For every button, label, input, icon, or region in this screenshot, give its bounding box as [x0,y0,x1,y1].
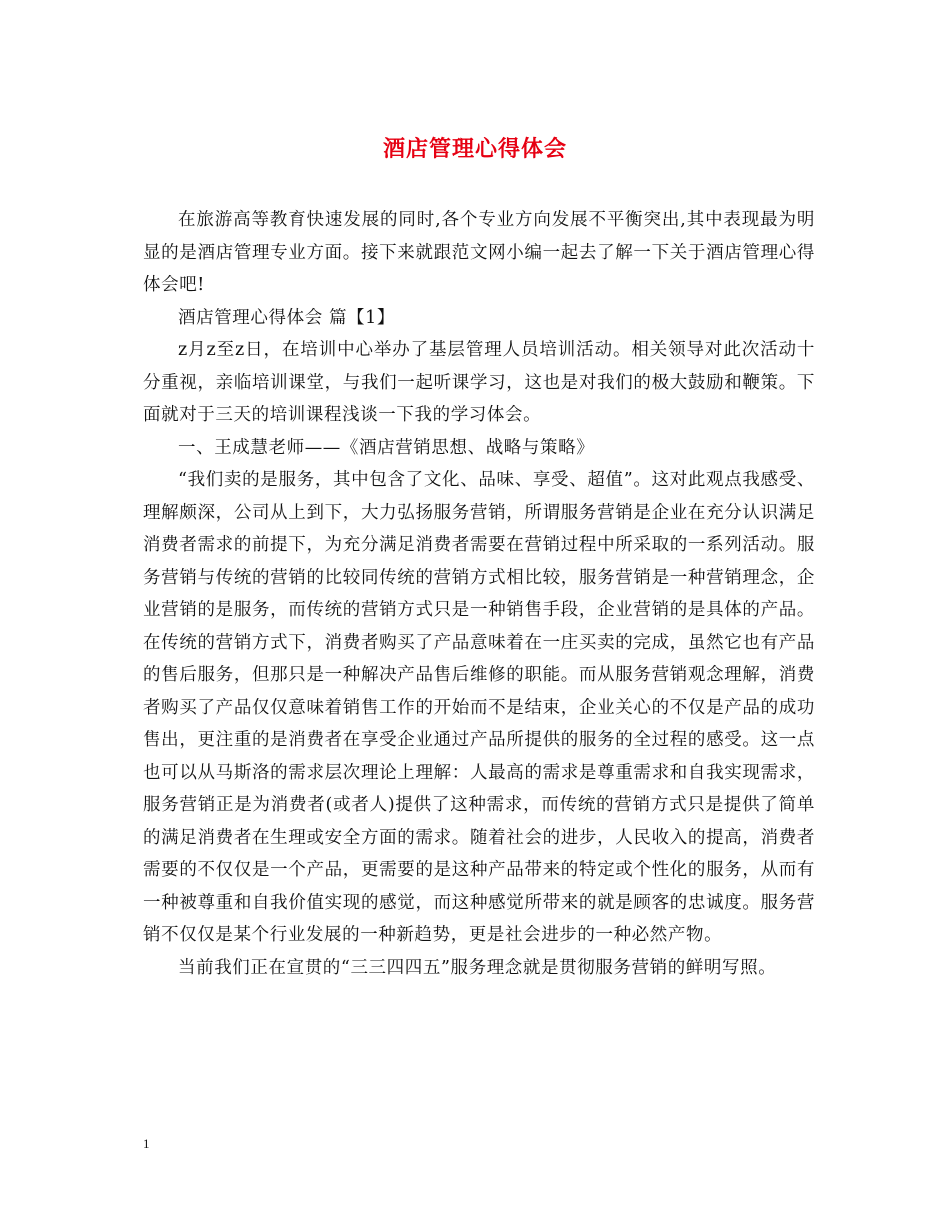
page-number: 1 [143,1136,150,1151]
paragraph-intro: 在旅游高等教育快速发展的同时,各个专业方向发展不平衡突出,其中表现最为明显的是酒店管理专业方面。接下来就跟范文网小编一起去了解一下关于酒店管理心得体会吧! [143,210,815,295]
document-body [143,204,815,984]
paragraph-service-concept: 当前我们正在宣贯的“三三四四五”服务理念就是贯彻服务营销的鲜明写照。 [178,957,777,978]
document-title: 酒店管理心得体会 [382,136,567,162]
section-heading: 酒店管理心得体会 篇【1】 [178,307,395,328]
paragraph-training: z月z至z日，在培训中心举办了基层管理人员培训活动。相关领导对此次活动十分重视，亲临培训课堂，与我们一起听课学习，这也是对我们的极大鼓励和鞭策。下面就对于三天的培训课程浅谈一下我的学习体会。 [143,340,815,425]
paragraph-service-marketing: “我们卖的是服务，其中包含了文化、品味、享受、超值”。这对此观点我感受、理解颇深，公司从上到下，大力弘扬服务营销，所谓服务营销是企业在充分认识满足消费者需求的前提下，为充分满足消费者需要在营销过程中所采取的一系列活动。服务营销与传统的营销的比较同传统的营销方式相比较，服务营销是一种营销理念，企业营销的是服务，而传统的营销方式只是一种销售手段，企业营销的是具体的产品。在传统的营销方式下，消费者购买了产品意味着在一庄买卖的完成，虽然它也有产品的售后服务，但那只是一种解决产品售后维修的职能。而从服务营销观念理解，消费者购买了产品仅仅意味着销售工作的开始而不是结束，企业关心的不仅是产品的成功售出，更注重的是消费者在享受企业通过产品所提供的服务的全过程的感受。这一点也可以从马斯洛的需求层次理论上理解：人最高的需求是尊重需求和自我实现需求，服务营销正是为消费者(或者人)提供了这种需求，而传统的营销方式只是提供了简单的满足消费者在生理或安全方面的需求。随着社会的进步，人民收入的提高，消费者需要的不仅仅是一个产品，更需要的是这种产品带来的特定或个性化的服务，从而有一种被尊重和自我价值实现的感觉，而这种感觉所带来的就是顾客的忠诚度。服务营销不仅仅是某个行业发展的一种新趋势，更是社会进步的一种必然产物。 [143,470,815,945]
subsection-heading: 一、王成慧老师——《酒店营销思想、战略与策略》 [178,437,595,458]
